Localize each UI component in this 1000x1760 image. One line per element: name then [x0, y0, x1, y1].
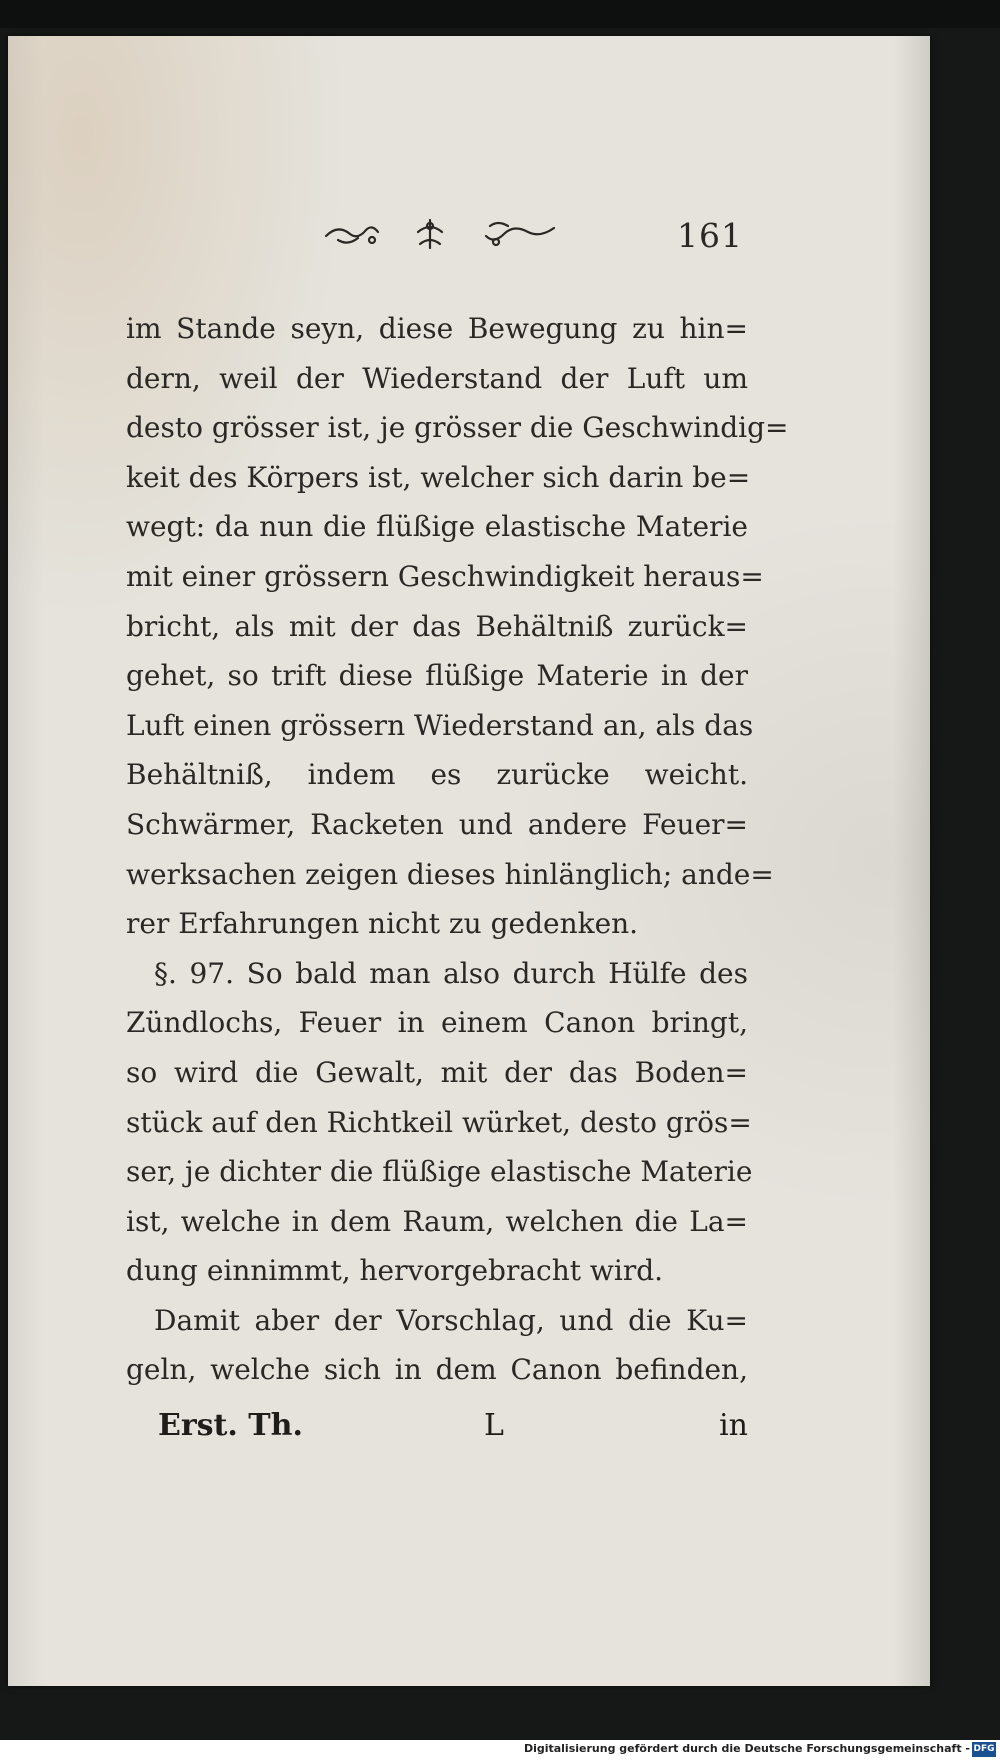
- text-line: so wird die Gewalt, mit der das Boden=: [126, 1055, 748, 1089]
- text-line: Zündlochs, Feuer in einem Canon bringt,: [126, 1006, 748, 1040]
- text-line: Luft einen grössern Wiederstand an, als das: [126, 708, 754, 742]
- catchword: in: [719, 1408, 748, 1443]
- text-line: Behältniß, indem es zurücke weicht.: [126, 758, 748, 792]
- volume-signature: Erst. Th.: [158, 1408, 303, 1443]
- page-header: [308, 208, 748, 268]
- text-line: geln, welche sich in dem Canon befinden,: [126, 1353, 748, 1387]
- page-footer: [158, 1408, 748, 1458]
- sheet-signature: L: [484, 1408, 504, 1443]
- text-line: im Stande seyn, diese Bewegung zu hin=: [126, 312, 748, 345]
- text-line: mit einer grössern Geschwindigkeit heraus=: [126, 559, 764, 593]
- paragraph-start-line: §. 97. So bald man also durch Hülfe des: [154, 956, 748, 990]
- text-line: Schwärmer, Racketen und andere Feuer=: [126, 807, 748, 841]
- text-line: gehet, so trift diese flüßige Materie in der: [126, 659, 748, 693]
- credit-bar: [0, 1740, 1000, 1760]
- body-text: [126, 304, 789, 1395]
- text-line: keit des Körpers ist, welcher sich darin be=: [126, 460, 751, 494]
- text-line: desto grösser ist, je grösser die Geschwindig=: [126, 411, 789, 445]
- digitization-credit: Digitalisierung gefördert durch die Deutsche Forschungsgemeinschaft -: [523, 1742, 970, 1755]
- text-line: wegt: da nun die flüßige elastische Materie: [126, 510, 748, 544]
- text-line: dern, weil der Wiederstand der Luft um: [126, 361, 748, 395]
- text-line: werksachen zeigen dieses hinlänglich; ande=: [126, 857, 774, 891]
- dfg-logo-icon: DFG: [972, 1742, 996, 1757]
- page-number: 161: [677, 216, 743, 255]
- text-line: rer Erfahrungen nicht zu gedenken.: [126, 907, 639, 941]
- text-line: ist, welche in dem Raum, welchen die La=: [126, 1204, 748, 1238]
- text-line: ser, je dichter die flüßige elastische Materie: [126, 1155, 753, 1189]
- fleuron-ornament-icon: [318, 214, 568, 254]
- text-line: dung einnimmt, hervorgebracht wird.: [126, 1254, 664, 1288]
- text-line: bricht, als mit der das Behältniß zurück=: [126, 609, 748, 643]
- paragraph-start-line: Damit aber der Vorschlag, und die Ku=: [154, 1303, 748, 1337]
- text-line: stück auf den Richtkeil würket, desto grös=: [126, 1105, 752, 1139]
- book-page: [8, 36, 930, 1686]
- scan-top-border: [0, 0, 1000, 28]
